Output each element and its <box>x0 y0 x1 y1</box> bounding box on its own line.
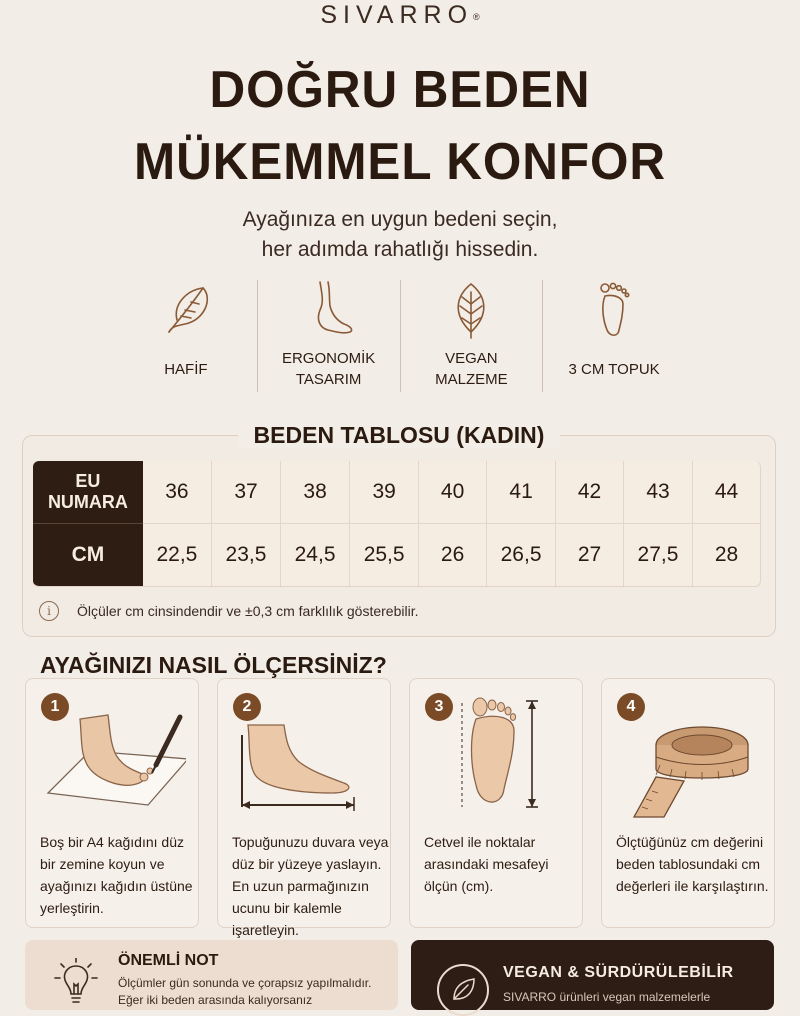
step-number: 3 <box>425 693 453 721</box>
size-note <box>39 601 418 621</box>
feature-list <box>115 280 685 392</box>
eu-size-cell: 37 <box>212 461 281 524</box>
feather-icon <box>155 280 217 340</box>
cm-size-cell: 25,5 <box>350 524 419 587</box>
row-header-cm: CM <box>33 524 143 587</box>
vegan-text: SIVARRO ürünleri vegan malzemelerle <box>503 990 711 1004</box>
eu-size-cell: 39 <box>350 461 419 524</box>
registered-mark: ® <box>473 12 480 22</box>
eu-size-cell: 40 <box>419 461 487 524</box>
brand-logo <box>0 0 800 30</box>
cm-size-cell: 27 <box>556 524 624 587</box>
note-line-1: Ölçümler gün sonunda ve çorapsız yapılmalıdır. <box>118 976 372 990</box>
step-card-4 <box>601 678 775 928</box>
cm-size-cell: 26,5 <box>487 524 556 587</box>
lightbulb-icon <box>51 958 101 1008</box>
subtitle-line-1: Ayağınıza en uygun bedeni seçin, <box>242 208 558 231</box>
step-card-3 <box>409 678 583 928</box>
eu-size-cell: 42 <box>556 461 624 524</box>
size-note-text: Ölçüler cm cinsindendir ve ±0,3 cm farklılık gösterebilir. <box>77 603 419 619</box>
feature-vegan <box>400 280 543 392</box>
size-chart-title: BEDEN TABLOSU (KADIN) <box>23 422 775 449</box>
measure-section-title: AYAĞINIZI NASIL ÖLÇERSİNİZ? <box>40 652 387 678</box>
foot-icon <box>298 280 360 340</box>
feature-label: VEGAN MALZEME <box>435 350 508 388</box>
headline-line-2: MÜKEMMEL KONFOR <box>133 133 666 191</box>
eu-size-cell: 44 <box>693 461 761 524</box>
eu-size-cell: 43 <box>624 461 693 524</box>
info-icon: i <box>39 601 59 621</box>
feature-label: HAFİF <box>164 360 208 378</box>
subtitle <box>0 205 800 265</box>
cm-size-cell: 28 <box>693 524 761 587</box>
cm-size-cell: 23,5 <box>212 524 281 587</box>
cm-size-cell: 27,5 <box>624 524 693 587</box>
feature-lightweight <box>115 280 257 392</box>
headline-line-1: DOĞRU BEDEN <box>209 61 591 119</box>
table-row-eu <box>33 461 761 524</box>
cm-size-cell: 22,5 <box>143 524 212 587</box>
eu-size-cell: 41 <box>487 461 556 524</box>
vegan-title: VEGAN & SÜRDÜRÜLEBİLİR <box>503 964 734 981</box>
step-card-2 <box>217 678 391 938</box>
subtitle-line-2: her adımda rahatlığı hissedin. <box>261 238 539 261</box>
feature-heel <box>542 280 685 392</box>
table-row-cm <box>33 524 761 587</box>
feature-label: ERGONOMİK TASARIM <box>281 350 376 388</box>
step-text: Boş bir A4 kağıdını düz bir zemine koyun ve ayağınızı kağıdın üstüne yerleştirin. <box>40 834 193 916</box>
cm-size-cell: 24,5 <box>281 524 350 587</box>
note-text <box>118 975 388 1009</box>
step-number: 2 <box>233 693 261 721</box>
step-card-1 <box>25 678 199 928</box>
eu-size-cell: 36 <box>143 461 212 524</box>
note-title: ÖNEMLİ NOT <box>118 952 219 969</box>
feature-ergonomic <box>257 280 400 392</box>
leaf-icon <box>440 280 502 340</box>
footprint-icon <box>583 280 645 340</box>
row-header-eu: EU NUMARA <box>33 461 143 524</box>
size-chart-panel <box>22 422 776 637</box>
vegan-leaf-icon <box>437 964 489 1016</box>
feature-label: 3 CM TOPUK <box>568 360 660 378</box>
step-text: Cetvel ile noktalar arasındaki mesafeyi ölçün (cm). <box>424 834 549 894</box>
step-number: 1 <box>41 693 69 721</box>
note-line-2: Eğer iki beden arasında kalıyorsanız <box>118 993 313 1007</box>
measure-steps <box>25 678 775 938</box>
size-chart-table <box>33 461 761 587</box>
step-number: 4 <box>617 693 645 721</box>
step-text: Topuğunuzu duvara veya düz bir yüzeye yaslayın. En uzun parmağınızın ucunu bir kalemle işaretleyin. <box>232 834 389 938</box>
step-text: Ölçtüğünüz cm değerini beden tablosundaki cm değerleri ile karşılaştırın. <box>616 834 769 894</box>
eu-size-cell: 38 <box>281 461 350 524</box>
cm-size-cell: 26 <box>419 524 487 587</box>
brand-name: SIVARRO <box>320 1 474 29</box>
